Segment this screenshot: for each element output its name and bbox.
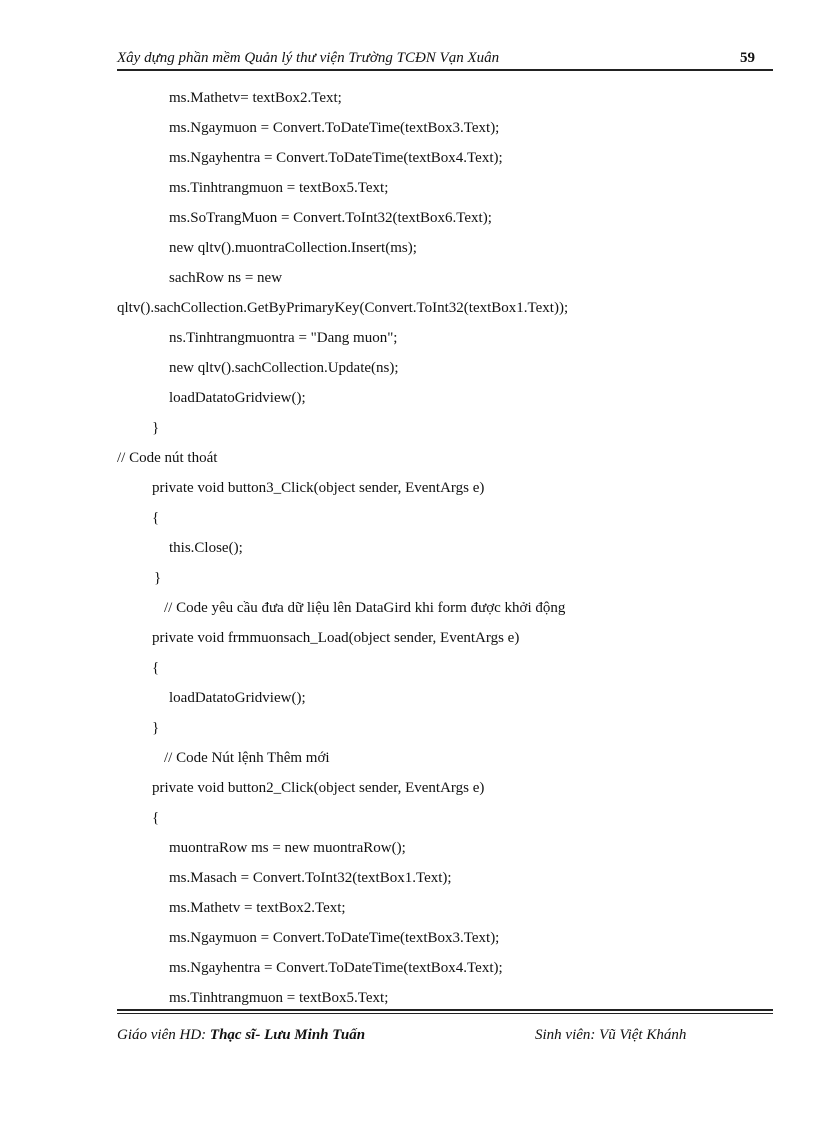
code-line: ms.Mathetv = textBox2.Text;	[169, 900, 346, 916]
header-title: Xây dựng phần mềm Quản lý thư viện Trường TCĐN Vạn Xuân	[117, 50, 500, 66]
code-line: private void frmmuonsach_Load(object sender, EventArgs e)	[152, 630, 520, 646]
code-line: ms.Masach = Convert.ToInt32(textBox1.Text);	[169, 870, 452, 886]
code-line: ms.Ngaymuon = Convert.ToDateTime(textBox3.Text);	[169, 120, 500, 136]
code-line: muontraRow ms = new muontraRow();	[169, 840, 406, 856]
code-line: this.Close();	[169, 540, 243, 556]
footer-rule-top	[117, 1009, 773, 1011]
code-line: }	[154, 570, 162, 586]
student-credit: Sinh viên: Vũ Việt Khánh	[535, 1027, 687, 1043]
code-line: {	[152, 660, 160, 676]
code-line: ms.Mathetv= textBox2.Text;	[169, 90, 342, 106]
code-comment: // Code Nút lệnh Thêm mới	[164, 750, 330, 766]
code-line: private void button2_Click(object sender, EventArgs e)	[152, 780, 485, 796]
code-line: private void button3_Click(object sender, EventArgs e)	[152, 480, 485, 496]
code-line: {	[152, 810, 160, 826]
page-number: 59	[740, 50, 755, 66]
code-line: ms.Ngayhentra = Convert.ToDateTime(textBox4.Text);	[169, 960, 503, 976]
code-line: }	[152, 420, 160, 436]
code-line: ms.Tinhtrangmuon = textBox5.Text;	[169, 180, 389, 196]
advisor-label: Giáo viên HD:	[117, 1027, 210, 1043]
code-line: ms.Tinhtrangmuon = textBox5.Text;	[169, 990, 389, 1006]
code-line: ms.Ngaymuon = Convert.ToDateTime(textBox3.Text);	[169, 930, 500, 946]
code-line: ms.SoTrangMuon = Convert.ToInt32(textBox6.Text);	[169, 210, 492, 226]
page-header	[117, 50, 773, 70]
code-line: sachRow ns = new	[169, 270, 283, 286]
header-rule	[117, 69, 773, 71]
code-line: ns.Tinhtrangmuontra = "Dang muon";	[169, 330, 398, 346]
code-line: {	[152, 510, 160, 526]
code-line: }	[152, 720, 160, 736]
footer-rule-bottom	[117, 1013, 773, 1014]
code-comment: // Code nút thoát	[117, 450, 218, 466]
code-line: qltv().sachCollection.GetByPrimaryKey(Convert.ToInt32(textBox1.Text));	[117, 300, 569, 316]
code-line: loadDatatoGridview();	[169, 390, 306, 406]
code-comment: // Code yêu cầu đưa dữ liệu lên DataGird khi form được khởi động	[164, 600, 566, 616]
code-line: ms.Ngayhentra = Convert.ToDateTime(textBox4.Text);	[169, 150, 503, 166]
code-line: new qltv().muontraCollection.Insert(ms);	[169, 240, 417, 256]
code-line: loadDatatoGridview();	[169, 690, 306, 706]
advisor-credit	[117, 1027, 365, 1044]
code-line: new qltv().sachCollection.Update(ns);	[169, 360, 399, 376]
advisor-name: Thạc sĩ- Lưu Minh Tuấn	[209, 1027, 366, 1043]
